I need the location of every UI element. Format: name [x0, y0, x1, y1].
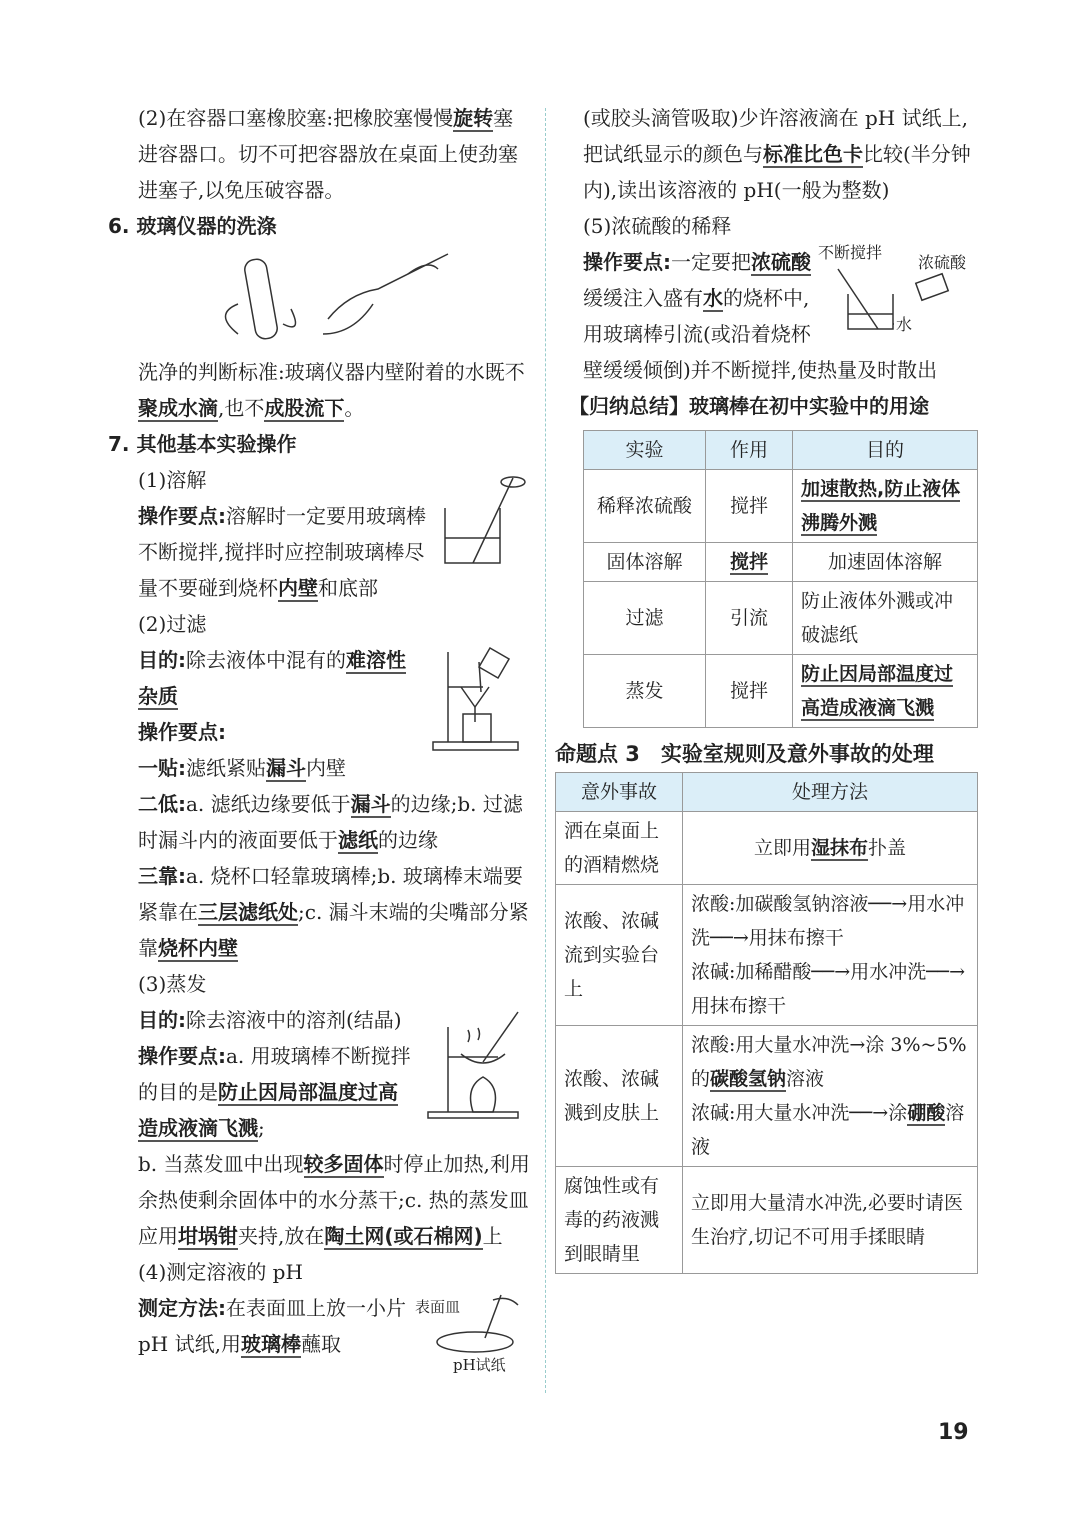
page-number: 19	[938, 1420, 969, 1445]
ph-heading: (4)测定溶液的 pH	[138, 1260, 303, 1284]
right-column	[555, 100, 978, 1274]
dish-label: 表面皿	[415, 1298, 461, 1316]
dilute-heading: (5)浓硫酸的稀释	[583, 214, 732, 238]
ph-method: 测定方法:在表面皿上放一小片 pH 试纸,用玻璃棒蘸取	[138, 1296, 406, 1356]
evaporate-goal: 目的:除去溶液中的溶剂(结晶)	[138, 1008, 402, 1032]
table-row: 浓酸、浓碱流到实验台上 浓酸:加碳酸氢钠溶液──→用水冲洗──→用抹布擦干 浓碱:加稀醋酸──→用水冲洗──→用抹布擦干	[556, 885, 978, 1026]
table-row: 过滤 引流 防止液体外溅或冲破滤纸	[584, 582, 978, 655]
dissolve-text: 操作要点:溶解时一定要用玻璃棒不断搅拌,搅拌时应控制玻璃棒尽量不要碰到烧杯内壁和底部	[138, 504, 426, 600]
evaporate-heading: (3)蒸发	[138, 972, 207, 996]
table2-header: 处理方法	[683, 773, 978, 812]
ph-figure	[415, 1290, 533, 1380]
filter-one-stick: 一贴:滤纸紧贴漏斗内壁	[138, 756, 346, 780]
acid-label: 浓硫酸	[918, 253, 967, 272]
evaporate-op-a: 操作要点:a. 用玻璃棒不断搅拌的目的是防止因局部温度过高造成液滴飞溅;	[138, 1044, 411, 1140]
dilute-text: 操作要点:一定要把浓硫酸缓缓注入盛有水的烧杯中,用玻璃棒引流(或沿着烧杯壁缓缓倾倒)并不断搅拌,使热量及时散出	[583, 250, 938, 382]
section-6-heading: 6. 玻璃仪器的洗涤	[108, 214, 277, 238]
filter-heading: (2)过滤	[138, 612, 207, 636]
water-label: 水	[896, 315, 913, 334]
topic-3-title: 命题点 3 实验室规则及意外事故的处理	[555, 742, 934, 766]
ph-paper-label: pH试纸	[453, 1356, 506, 1374]
table2-header: 意外事故	[556, 773, 683, 812]
left-column	[108, 100, 533, 1380]
glassware-washing-figure	[138, 244, 533, 354]
glass-rod-table	[583, 430, 978, 728]
filter-two-low: 二低:a. 滤纸边缘要低于漏斗的边缘;b. 过滤时漏斗内的液面要低于滤纸的边缘	[138, 792, 523, 852]
dilute-figure	[818, 244, 978, 340]
table-row: 蒸发 搅拌 防止因局部温度过高造成液滴飞溅	[584, 655, 978, 728]
table1-header: 实验	[584, 431, 706, 470]
table-row: 洒在桌面上的酒精燃烧 立即用湿抹布扑盖	[556, 812, 978, 885]
filter-op-label: 操作要点:	[138, 720, 226, 744]
stopper-paragraph: (2)在容器口塞橡胶塞:把橡胶塞慢慢旋转塞进容器口。切不可把容器放在桌面上使劲塞进塞子,以免压破容器。	[138, 106, 518, 202]
evaporate-figure	[423, 1002, 533, 1122]
dissolve-figure	[433, 468, 533, 578]
evaporate-op-b: b. 当蒸发皿中出现较多固体时停止加热,利用余热使剩余固体中的水分蒸干;c. 热的蒸发皿应用坩埚钳夹持,放在陶土网(或石棉网)上	[138, 1152, 530, 1248]
summary-title: 【归纳总结】玻璃棒在初中实验中的用途	[569, 394, 929, 418]
table-row: 浓酸、浓碱溅到皮肤上 浓酸:用大量水冲洗→涂 3%~5%的碳酸氢钠溶液 浓碱:用大量水冲洗──→涂硼酸溶液	[556, 1026, 978, 1167]
stir-label: 不断搅拌	[818, 243, 883, 262]
filter-figure	[423, 642, 533, 752]
column-divider	[545, 108, 546, 1393]
table-row: 腐蚀性或有毒的药液溅到眼睛里 立即用大量清水冲洗,必要时请医生治疗,切记不可用手揉眼睛	[556, 1167, 978, 1274]
ph-continued: (或胶头滴管吸取)少许溶液滴在 pH 试纸上,把试纸显示的颜色与标准比色卡比较(半分钟内),读出该溶液的 pH(一般为整数)	[583, 106, 971, 202]
clean-criterion: 洗净的判断标准:玻璃仪器内壁附着的水既不聚成水滴,也不成股流下。	[138, 360, 525, 420]
table-row: 稀释浓硫酸 搅拌 加速散热,防止液体沸腾外溅	[584, 470, 978, 543]
filter-three-lean: 三靠:a. 烧杯口轻靠玻璃棒;b. 玻璃棒末端要紧靠在三层滤纸处;c. 漏斗末端的尖嘴部分紧靠烧杯内壁	[138, 864, 529, 960]
accident-table	[555, 772, 978, 1274]
table1-header: 目的	[793, 431, 978, 470]
table1-header: 作用	[706, 431, 793, 470]
section-7-heading: 7. 其他基本实验操作	[108, 432, 297, 456]
dissolve-heading: (1)溶解	[138, 468, 207, 492]
filter-goal: 目的:除去液体中混有的难溶性杂质	[138, 648, 406, 708]
table-row: 固体溶解 搅拌 加速固体溶解	[584, 543, 978, 582]
